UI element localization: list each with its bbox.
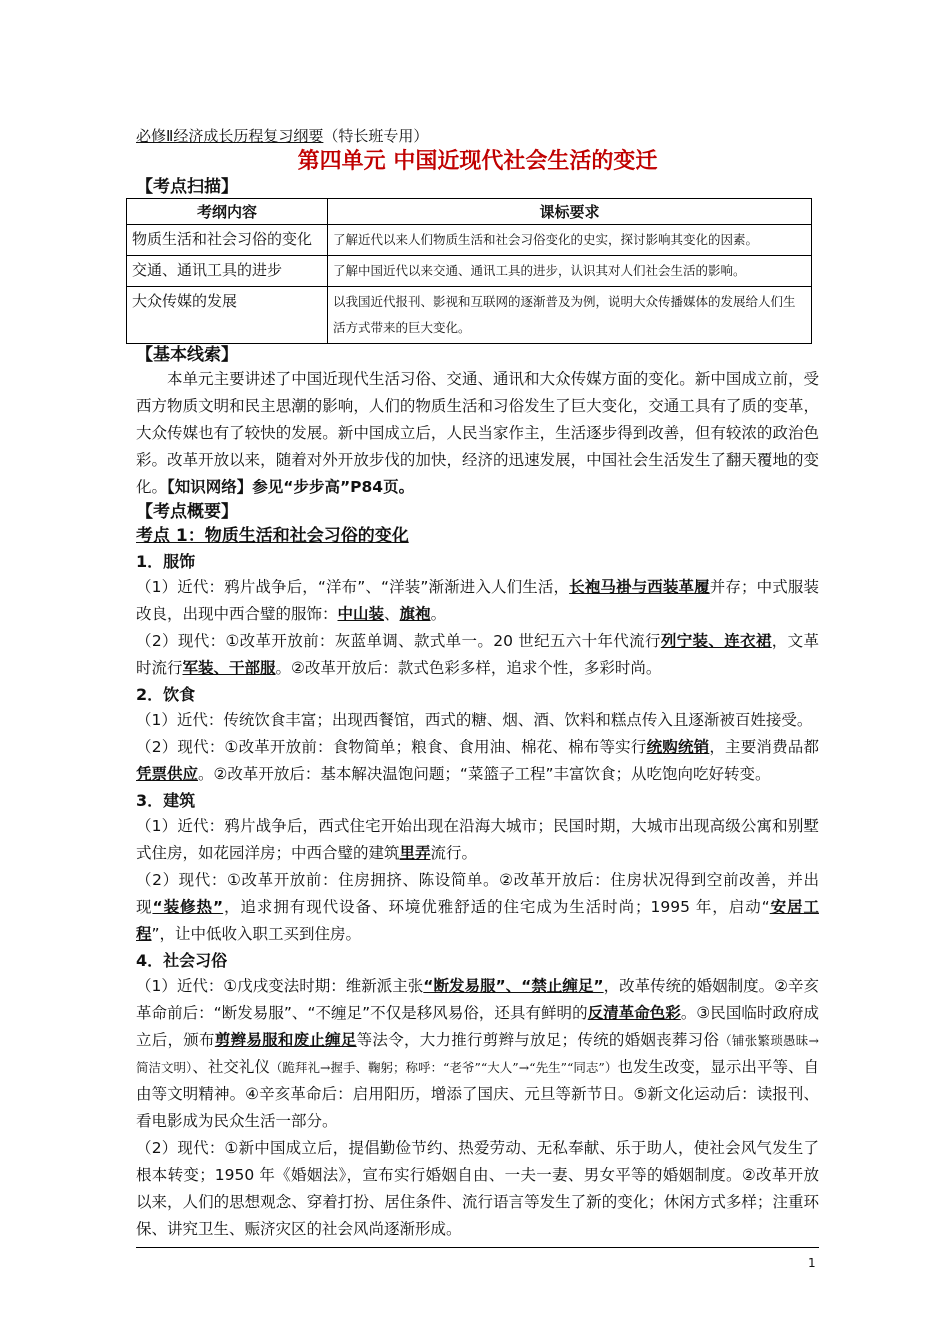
- clothing-contemporary-paragraph: [136, 628, 819, 682]
- table-header-content: 考纲内容: [127, 199, 328, 225]
- text-run: 。②改革开放后：基本解决温饱问题；“菜篮子工程”丰富饮食；从吃饱向吃好转变。: [198, 765, 771, 783]
- customs-contemporary-paragraph: （2）现代：①新中国成立后，提倡勤俭节约、热爱劳动、无私奉献、乐于助人，使社会风气发生了根本转变；1950 年《婚姻法》，宣布实行婚姻自由、一夫一妻、男女平等的婚姻制度。②改革开放以来，人们的思想观念、穿着打扮、居住条件、流行语言等发生了新的变化；休闲方式多样；注重环保、讲究卫生、赈济灾区的社会风尚逐渐形成。: [136, 1139, 819, 1238]
- text-run: 流行。: [430, 844, 478, 862]
- keyword: 里弄: [399, 844, 431, 862]
- text-run: ，改革传统的婚姻制度。②辛亥革命前后：“断发易服”、“不缠足”不仅是移风易俗，还具有鲜明的: [136, 977, 819, 1022]
- text-run: 。②改革开放后：款式色彩多样，追求个性，多彩时尚。: [275, 659, 662, 677]
- clue-reference: 【知识网络】参见“步步高”P84页。: [167, 478, 415, 496]
- food-modern-era-paragraph: （1）近代：传统饮食丰富；出现西餐馆，西式的糖、烟、酒、饮料和糕点传入且逐渐被百姓接受。: [136, 711, 813, 729]
- table-row: [127, 256, 812, 287]
- text-run: ，主要消费品都: [709, 738, 819, 756]
- keyword: 长袍马褂与西装革履: [569, 578, 710, 596]
- text-run: （铺张繁琐愚昧→简洁文明）: [136, 1033, 819, 1075]
- keyword: 统购统销: [646, 738, 710, 756]
- table-cell-content: 大众传媒的发展: [127, 287, 328, 344]
- text-run: （跪拜礼→握手、鞠躬；称呼：“老爷”“大人”→“先生”“同志”）: [269, 1060, 618, 1075]
- keypoint-1-heading: 考点 1：物质生活和社会习俗的变化: [136, 526, 409, 546]
- text-run: 并存；中式服装改良，出现中西合璧的服饰：: [136, 578, 819, 623]
- footer-divider: [136, 1247, 819, 1248]
- table-cell-requirement: 了解近代以来人们物质生活和社会习俗变化的史实，探讨影响其变化的因素。: [328, 225, 812, 256]
- building-modern-era-paragraph: [136, 813, 819, 867]
- text-run: 等法令，大力推行剪辫与放足；传统的婚姻丧葬习俗: [356, 1031, 720, 1049]
- text-run: 、: [384, 605, 400, 623]
- clue-text: 本单元主要讲述了中国近现代生活习俗、交通、通讯和大众传媒方面的变化。新中国成立前，受西方物质文明和民主思潮的影响，人们的物质生活和习俗发生了巨大变化，交通工具有了质的变革，大众传媒也有了较快的发展。新中国成立后，人民当家作主，生活逐步得到改善，但有较浓的政治色彩。改革开放以来，随着对外开放步伐的加快，经济的迅速发展，中国社会生活发生了翻天覆地的变化。: [136, 370, 819, 496]
- syllabus-table: [126, 198, 812, 344]
- text-run: （2）现代：①改革开放前：住房拥挤、陈设简单。②改革开放后：住房状况得到空前改善，并出现: [136, 871, 819, 916]
- building-heading: 3．建筑: [136, 791, 196, 810]
- text-run: ，文革时流行: [136, 632, 819, 677]
- keyword: 军装、干部服: [182, 659, 276, 677]
- text-run: 。: [430, 605, 447, 623]
- text-run: 。③民国临时政府成立后，颁布: [136, 1004, 819, 1049]
- text-run: （1）近代：鸦片战争后，“洋布”、“洋装”渐渐进入人们生活，: [136, 578, 570, 596]
- keyword: 剪辫易服和废止缠足: [214, 1031, 357, 1049]
- keyword: “断发易服”、“禁止缠足”: [423, 977, 604, 995]
- section-scan-heading: 【考点扫描】: [136, 177, 238, 197]
- section-overview-heading: 【考点概要】: [136, 502, 238, 522]
- table-cell-content: 物质生活和社会习俗的变化: [127, 225, 328, 256]
- table-header-requirement: 课标要求: [328, 199, 812, 225]
- course-tag: （特长班专用）: [323, 127, 429, 145]
- text-run: 、社交礼仪: [192, 1058, 270, 1076]
- text-run: 也发生改变，显示出平等、自由等文明精神。④辛亥革命后：启用阳历，增添了国庆、元旦等新节日。⑤新文化运动后：读报刊、看电影成为民众生活一部分。: [136, 1058, 819, 1130]
- text-run: （2）现代：①改革开放前：食物简单；粮食、食用油、棉花、棉布等实行: [136, 738, 647, 756]
- table-header-row: [127, 199, 812, 225]
- text-run: （2）现代：①改革开放前：灰蓝单调、款式单一。20 世纪五六十年代流行: [136, 632, 661, 650]
- customs-modern-era-paragraph: [136, 973, 819, 1135]
- text-run: ”，让中低收入职工买到住房。: [151, 925, 362, 943]
- table-cell-content: 交通、通讯工具的进步: [127, 256, 328, 287]
- table-row: [127, 287, 812, 344]
- clothing-modern-era-paragraph: [136, 574, 819, 628]
- food-heading: 2．饮食: [136, 685, 196, 704]
- page-number: 1: [808, 1256, 816, 1270]
- course-header: [136, 126, 819, 146]
- clothing-heading: 1．服饰: [136, 552, 196, 571]
- text-run: （1）近代：鸦片战争后，西式住宅开始出现在沿海大城市；民国时期，大城市出现高级公寓和别墅式住房，如花园洋房；中西合璧的建筑: [136, 817, 819, 862]
- table-row: [127, 225, 812, 256]
- clue-paragraph: [136, 366, 819, 501]
- keyword: 反清革命色彩: [587, 1004, 681, 1022]
- keyword: 中山装: [337, 605, 385, 623]
- table-cell-requirement: 了解中国近代以来交通、通讯工具的进步，认识其对人们社会生活的影响。: [328, 256, 812, 287]
- unit-title: 第四单元 中国近现代社会生活的变迁: [297, 149, 658, 174]
- section-clue-heading: 【基本线索】: [136, 345, 238, 365]
- food-contemporary-paragraph: [136, 734, 819, 788]
- page-content: [132, 126, 819, 1243]
- text-run: ，追求拥有现代设备、环境优雅舒适的住宅成为生活时尚；1995 年，启动“: [223, 898, 770, 916]
- building-contemporary-paragraph: [136, 867, 819, 948]
- keyword: 凭票供应: [136, 765, 199, 783]
- table-cell-requirement: 以我国近代报刊、影视和互联网的逐渐普及为例，说明大众传播媒体的发展给人们生活方式带来的巨大变化。: [328, 287, 812, 344]
- text-run: （1）近代：①戊戌变法时期：维新派主张: [136, 977, 424, 995]
- course-name: 必修Ⅱ经济成长历程复习纲要: [136, 127, 324, 145]
- keyword: 旗袍: [399, 605, 431, 623]
- keyword: “装修热”: [152, 898, 224, 916]
- keyword: 安居工程: [136, 898, 819, 943]
- customs-heading: 4．社会习俗: [136, 951, 228, 970]
- keyword: 列宁装、连衣裙: [660, 632, 772, 650]
